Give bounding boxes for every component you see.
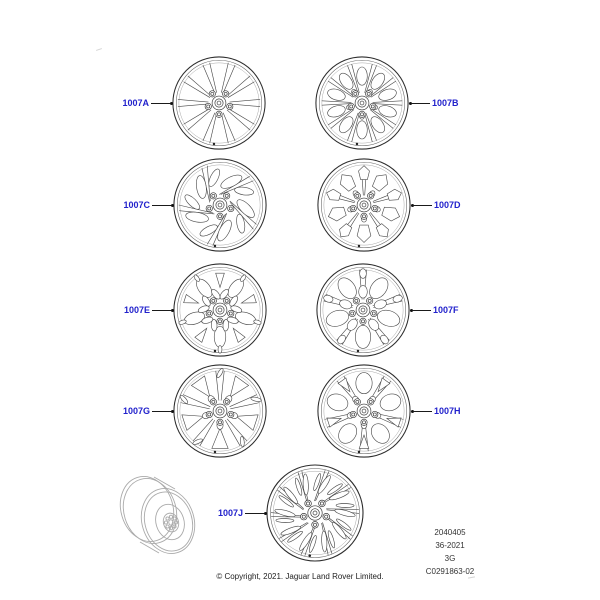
ref-drawing-code: C0291863-02 bbox=[425, 567, 475, 576]
scan-artifact-mark bbox=[96, 48, 102, 51]
callout-label-1007d[interactable]: 1007D bbox=[434, 200, 461, 210]
wheel-1007a-illustration bbox=[171, 55, 267, 156]
callout-line-1007d bbox=[413, 205, 432, 206]
callout-line-1007g bbox=[152, 411, 171, 412]
callout-line-1007b bbox=[411, 103, 430, 104]
copyright-line: © Copyright, 2021. Jaguar Land Rover Limited. bbox=[216, 572, 384, 581]
wheel-side-view-illustration bbox=[113, 468, 208, 563]
callout-line-1007e bbox=[152, 310, 171, 311]
wheel-1007e-illustration bbox=[172, 262, 268, 363]
callout-label-1007j[interactable]: 1007J bbox=[217, 508, 243, 518]
callout-label-1007h[interactable]: 1007H bbox=[434, 406, 461, 416]
callout-label-1007c[interactable]: 1007C bbox=[123, 200, 150, 210]
ref-revision: 3G bbox=[444, 554, 456, 563]
callout-label-1007e[interactable]: 1007E bbox=[123, 305, 150, 315]
reference-block bbox=[400, 526, 500, 578]
ref-frame-number: 2040405 bbox=[434, 528, 466, 537]
wheel-1007b-illustration bbox=[314, 55, 410, 156]
callout-label-1007f[interactable]: 1007F bbox=[433, 305, 459, 315]
callout-line-1007a bbox=[151, 103, 170, 104]
wheel-1007j-illustration bbox=[265, 463, 365, 568]
callout-label-1007g[interactable]: 1007G bbox=[122, 406, 150, 416]
wheel-1007g-illustration bbox=[172, 363, 268, 464]
wheel-1007c-illustration bbox=[172, 157, 268, 258]
callout-label-1007b[interactable]: 1007B bbox=[432, 98, 459, 108]
ref-issue-date: 36-2021 bbox=[435, 541, 465, 550]
wheel-1007d-illustration bbox=[316, 157, 412, 258]
callout-line-1007f bbox=[412, 310, 431, 311]
callout-label-1007a[interactable]: 1007A bbox=[122, 98, 149, 108]
callout-line-1007j bbox=[245, 513, 264, 514]
callout-line-1007h bbox=[413, 411, 432, 412]
callout-line-1007c bbox=[152, 205, 171, 206]
wheel-1007f-illustration bbox=[315, 262, 411, 363]
wheel-1007h-illustration bbox=[316, 363, 412, 464]
